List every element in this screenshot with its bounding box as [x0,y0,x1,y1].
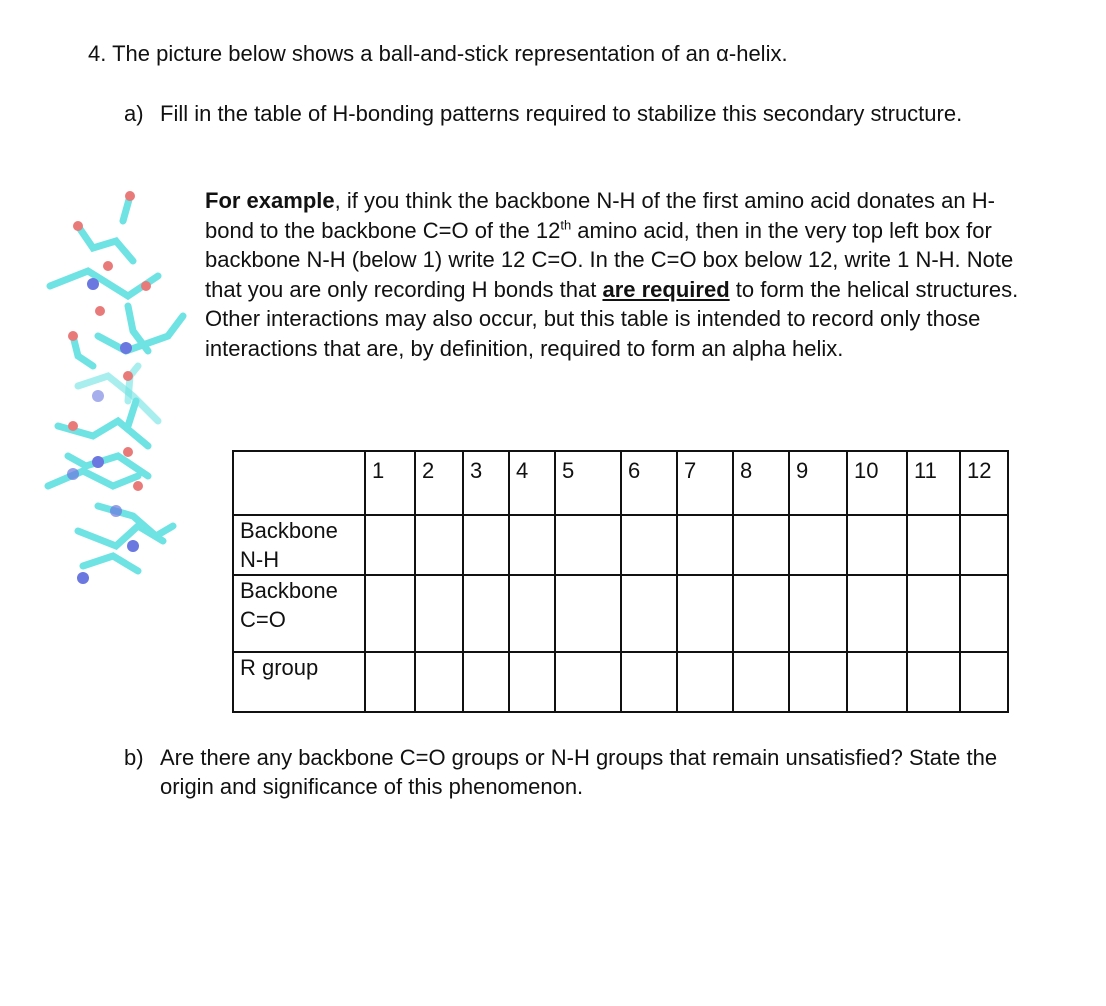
column-header: 11 [907,451,960,515]
table-cell[interactable] [621,575,677,652]
column-header: 7 [677,451,733,515]
row-label-line1: Backbone [240,578,338,603]
table-corner-cell [233,451,365,515]
table-cell[interactable] [847,515,907,575]
column-header: 10 [847,451,907,515]
column-header: 9 [789,451,847,515]
table-cell[interactable] [789,515,847,575]
table-cell[interactable] [677,652,733,712]
table-cell[interactable] [960,575,1008,652]
table-cell[interactable] [463,575,509,652]
row-label-backbone-co [233,575,365,652]
table-cell[interactable] [907,515,960,575]
table-cell[interactable] [555,575,621,652]
part-b [124,743,1024,801]
column-header: 4 [509,451,555,515]
table-cell[interactable] [733,575,789,652]
table-header-row [233,451,1008,515]
table-cell[interactable] [463,652,509,712]
table-cell[interactable] [733,515,789,575]
column-header: 1 [365,451,415,515]
table-cell[interactable] [789,575,847,652]
row-label-line2: C=O [240,607,286,632]
row-label-line1: Backbone [240,518,338,543]
part-b-label: b) [124,745,144,770]
table-cell[interactable] [555,652,621,712]
column-header: 3 [463,451,509,515]
column-header: 12 [960,451,1008,515]
table-cell[interactable] [415,515,463,575]
part-b-text: Are there any backbone C=O groups or N-H groups that remain unsatisfied? State the origin and significance of this phenomenon. [160,745,998,799]
column-header: 5 [555,451,621,515]
table-cell[interactable] [847,652,907,712]
table-cell[interactable] [463,515,509,575]
table-cell[interactable] [555,515,621,575]
table-cell[interactable] [960,515,1008,575]
example-text-2: amino acid, then in the very top left box for backbone N-H (below 1) write 12 C=O. In the C=O box below 12, write 1 N-H. Note that you are only recording H bonds that [205,217,1014,302]
table-cell[interactable] [677,575,733,652]
row-label-r-group [233,652,365,712]
table-cell[interactable] [847,575,907,652]
example-text-3: to form the helical structures. Other interactions may also occur, but this table is intended to record only those interactions that are, by definition, required to form an alpha helix. [205,276,1019,361]
table-cell[interactable] [415,652,463,712]
table-cell[interactable] [365,575,415,652]
row-label-line2: N-H [240,547,280,572]
table-cell[interactable] [733,652,789,712]
table-cell[interactable] [621,652,677,712]
table-row [233,575,1008,652]
table-cell[interactable] [907,652,960,712]
table-cell[interactable] [415,575,463,652]
alpha-helix-image [38,186,188,596]
column-header: 2 [415,451,463,515]
row-label-line1: R group [240,655,319,680]
table-cell[interactable] [509,652,555,712]
table-cell[interactable] [509,515,555,575]
example-emphasis: are required [602,276,730,302]
table-cell[interactable] [789,652,847,712]
column-header: 6 [621,451,677,515]
table-row [233,652,1008,712]
table-row [233,515,1008,575]
hbond-table [232,450,1009,713]
column-header: 8 [733,451,789,515]
example-paragraph [205,186,1040,364]
part-a [124,99,964,128]
table-cell[interactable] [365,652,415,712]
part-a-text: Fill in the table of H-bonding patterns required to stabilize this secondary structure. [160,101,963,126]
table-cell[interactable] [365,515,415,575]
table-cell[interactable] [960,652,1008,712]
example-superscript: th [560,217,572,233]
example-text-1: , if you think the backbone N-H of the first amino acid donates an H-bond to the backbone C=O of the 12 [205,188,995,243]
table-cell[interactable] [677,515,733,575]
part-a-label: a) [124,101,144,126]
example-bold-lead: For example [205,188,335,213]
table-cell[interactable] [907,575,960,652]
table-cell[interactable] [621,515,677,575]
question-title: 4. The picture below shows a ball-and-stick representation of an α-helix. [88,41,788,66]
row-label-backbone-nh [233,515,365,575]
table-cell[interactable] [509,575,555,652]
